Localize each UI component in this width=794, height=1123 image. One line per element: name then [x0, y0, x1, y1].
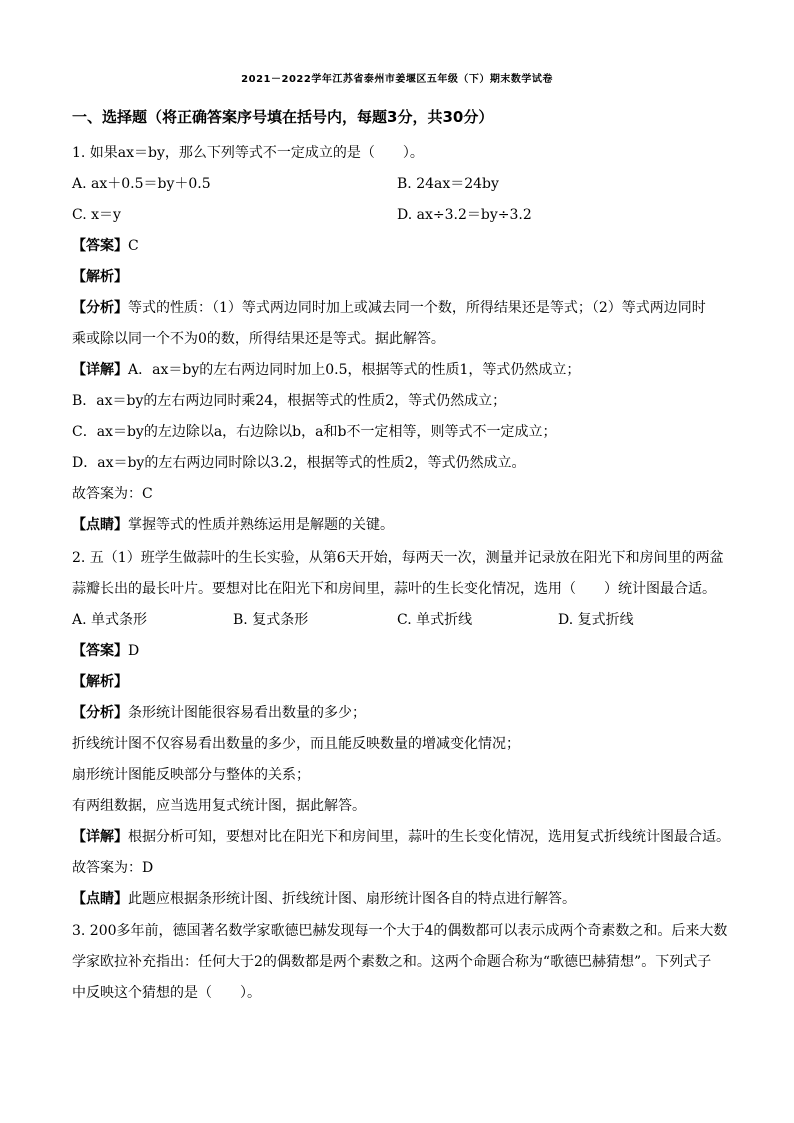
- q2-option-a: A. 单式条形: [72, 612, 148, 628]
- q2-stem-line1: 2. 五（1）班学生做蒜叶的生长实验，从第6天开始，每两天一次，测量并记录放在阳光下和房间里的两盆: [72, 550, 724, 566]
- q2-dianjing: 此题应根据条形统计图、折线统计图、扇形统计图各自的特点进行解答。: [128, 891, 576, 907]
- q1-dianjing-line: [72, 514, 394, 534]
- q2-xiangjie-line: [72, 826, 730, 846]
- dianjing-tag: 【点睛】: [72, 891, 128, 907]
- q1-xiangjie-line-a: [72, 359, 580, 379]
- q1-stem: 1. 如果ax＝by，那么下列等式不一定成立的是（ ）。: [72, 145, 424, 161]
- q2-dianjing-line: [72, 888, 576, 908]
- q2-analysis-tag: [72, 671, 128, 691]
- q2-answer-line: [72, 640, 139, 660]
- q1-option-b: B. 24ax＝24by: [397, 176, 499, 192]
- section-heading: 一、选择题（将正确答案序号填在括号内，每题3分，共30分）: [72, 108, 494, 126]
- q1-xiangjie-c: C．ax＝by的左边除以a，右边除以b，a和b不一定相等，则等式不一定成立；: [72, 424, 557, 440]
- q3-stem-line1: 3. 200多年前，德国著名数学家歌德巴赫发现每一个大于4的偶数都可以表示成两个奇素数之和。后来大数: [72, 923, 728, 939]
- dianjing-tag: 【点睛】: [72, 517, 128, 533]
- fenxi-tag: 【分析】: [72, 300, 128, 316]
- q2-option-b: B. 复式条形: [233, 612, 309, 628]
- q2-fenxi-line1: [72, 702, 366, 722]
- q1-option-a: A. ax＋0.5＝by＋0.5: [72, 176, 211, 192]
- q3-stem-line3: 中反映这个猜想的是（ ）。: [72, 985, 261, 1001]
- xiangjie-tag: 【详解】: [72, 362, 128, 378]
- q3-stem-line2: 学家欧拉补充指出：任何大于2的偶数都是两个素数之和。这两个命题合称为“歌德巴赫猜想”。下列式子: [72, 954, 712, 970]
- q2-answer: D: [128, 643, 140, 659]
- q1-xiangjie-d: D．ax＝by的左右两边同时除以3.2，根据等式的性质2，等式仍然成立。: [72, 455, 526, 471]
- fenxi-tag: 【分析】: [72, 705, 128, 721]
- q2-fenxi-line2: 折线统计图不仅容易看出数量的多少，而且能反映数量的增减变化情况；: [72, 736, 520, 752]
- q1-xiangjie-b: B．ax＝by的左右两边同时乘24，根据等式的性质2，等式仍然成立；: [72, 393, 507, 409]
- answer-tag: 【答案】: [72, 238, 128, 254]
- q1-option-c: C. x＝y: [72, 207, 121, 223]
- q2-option-d: D. 复式折线: [558, 612, 634, 628]
- q1-dianjing: 掌握等式的性质并熟练运用是解题的关键。: [128, 517, 394, 533]
- q2-fenxi-line3: 扇形统计图能反映部分与整体的关系；: [72, 767, 310, 783]
- q1-xiangjie-a: A．ax＝by的左右两边同时加上0.5，根据等式的性质1，等式仍然成立；: [128, 362, 581, 378]
- answer-tag: 【答案】: [72, 643, 128, 659]
- q1-conclusion: 故答案为：C: [72, 486, 153, 502]
- analysis-tag: 【解析】: [72, 674, 128, 690]
- analysis-tag: 【解析】: [72, 269, 128, 285]
- q1-fenxi-line2: 乘或除以同一个不为0的数，所得结果还是等式。据此解答。: [72, 331, 445, 347]
- q1-fenxi-text1: 等式的性质：（1）等式两边同时加上或减去同一个数，所得结果还是等式；（2）等式两边同时: [128, 300, 706, 316]
- q2-xiangjie: 根据分析可知，要想对比在阳光下和房间里，蒜叶的生长变化情况，选用复式折线统计图最合适。: [128, 829, 730, 845]
- q2-fenxi-text1: 条形统计图能很容易看出数量的多少；: [128, 705, 366, 721]
- q1-answer-line: [72, 235, 139, 255]
- q1-option-d: D. ax÷3.2＝by÷3.2: [397, 207, 532, 223]
- q2-conclusion: 故答案为：D: [72, 860, 154, 876]
- q2-fenxi-line4: 有两组数据，应当选用复式统计图，据此解答。: [72, 798, 366, 814]
- xiangjie-tag: 【详解】: [72, 829, 128, 845]
- q1-analysis-tag: [72, 266, 128, 286]
- q2-option-c: C. 单式折线: [397, 612, 473, 628]
- q2-stem-line2: 蒜瓣长出的最长叶片。要想对比在阳光下和房间里，蒜叶的生长变化情况，选用（ ）统计图最合适。: [72, 581, 716, 597]
- q1-fenxi-line1: [72, 297, 706, 317]
- page-title: 2021－2022学年江苏省泰州市姜堰区五年级（下）期末数学试卷: [241, 74, 553, 85]
- q1-answer: C: [128, 238, 139, 254]
